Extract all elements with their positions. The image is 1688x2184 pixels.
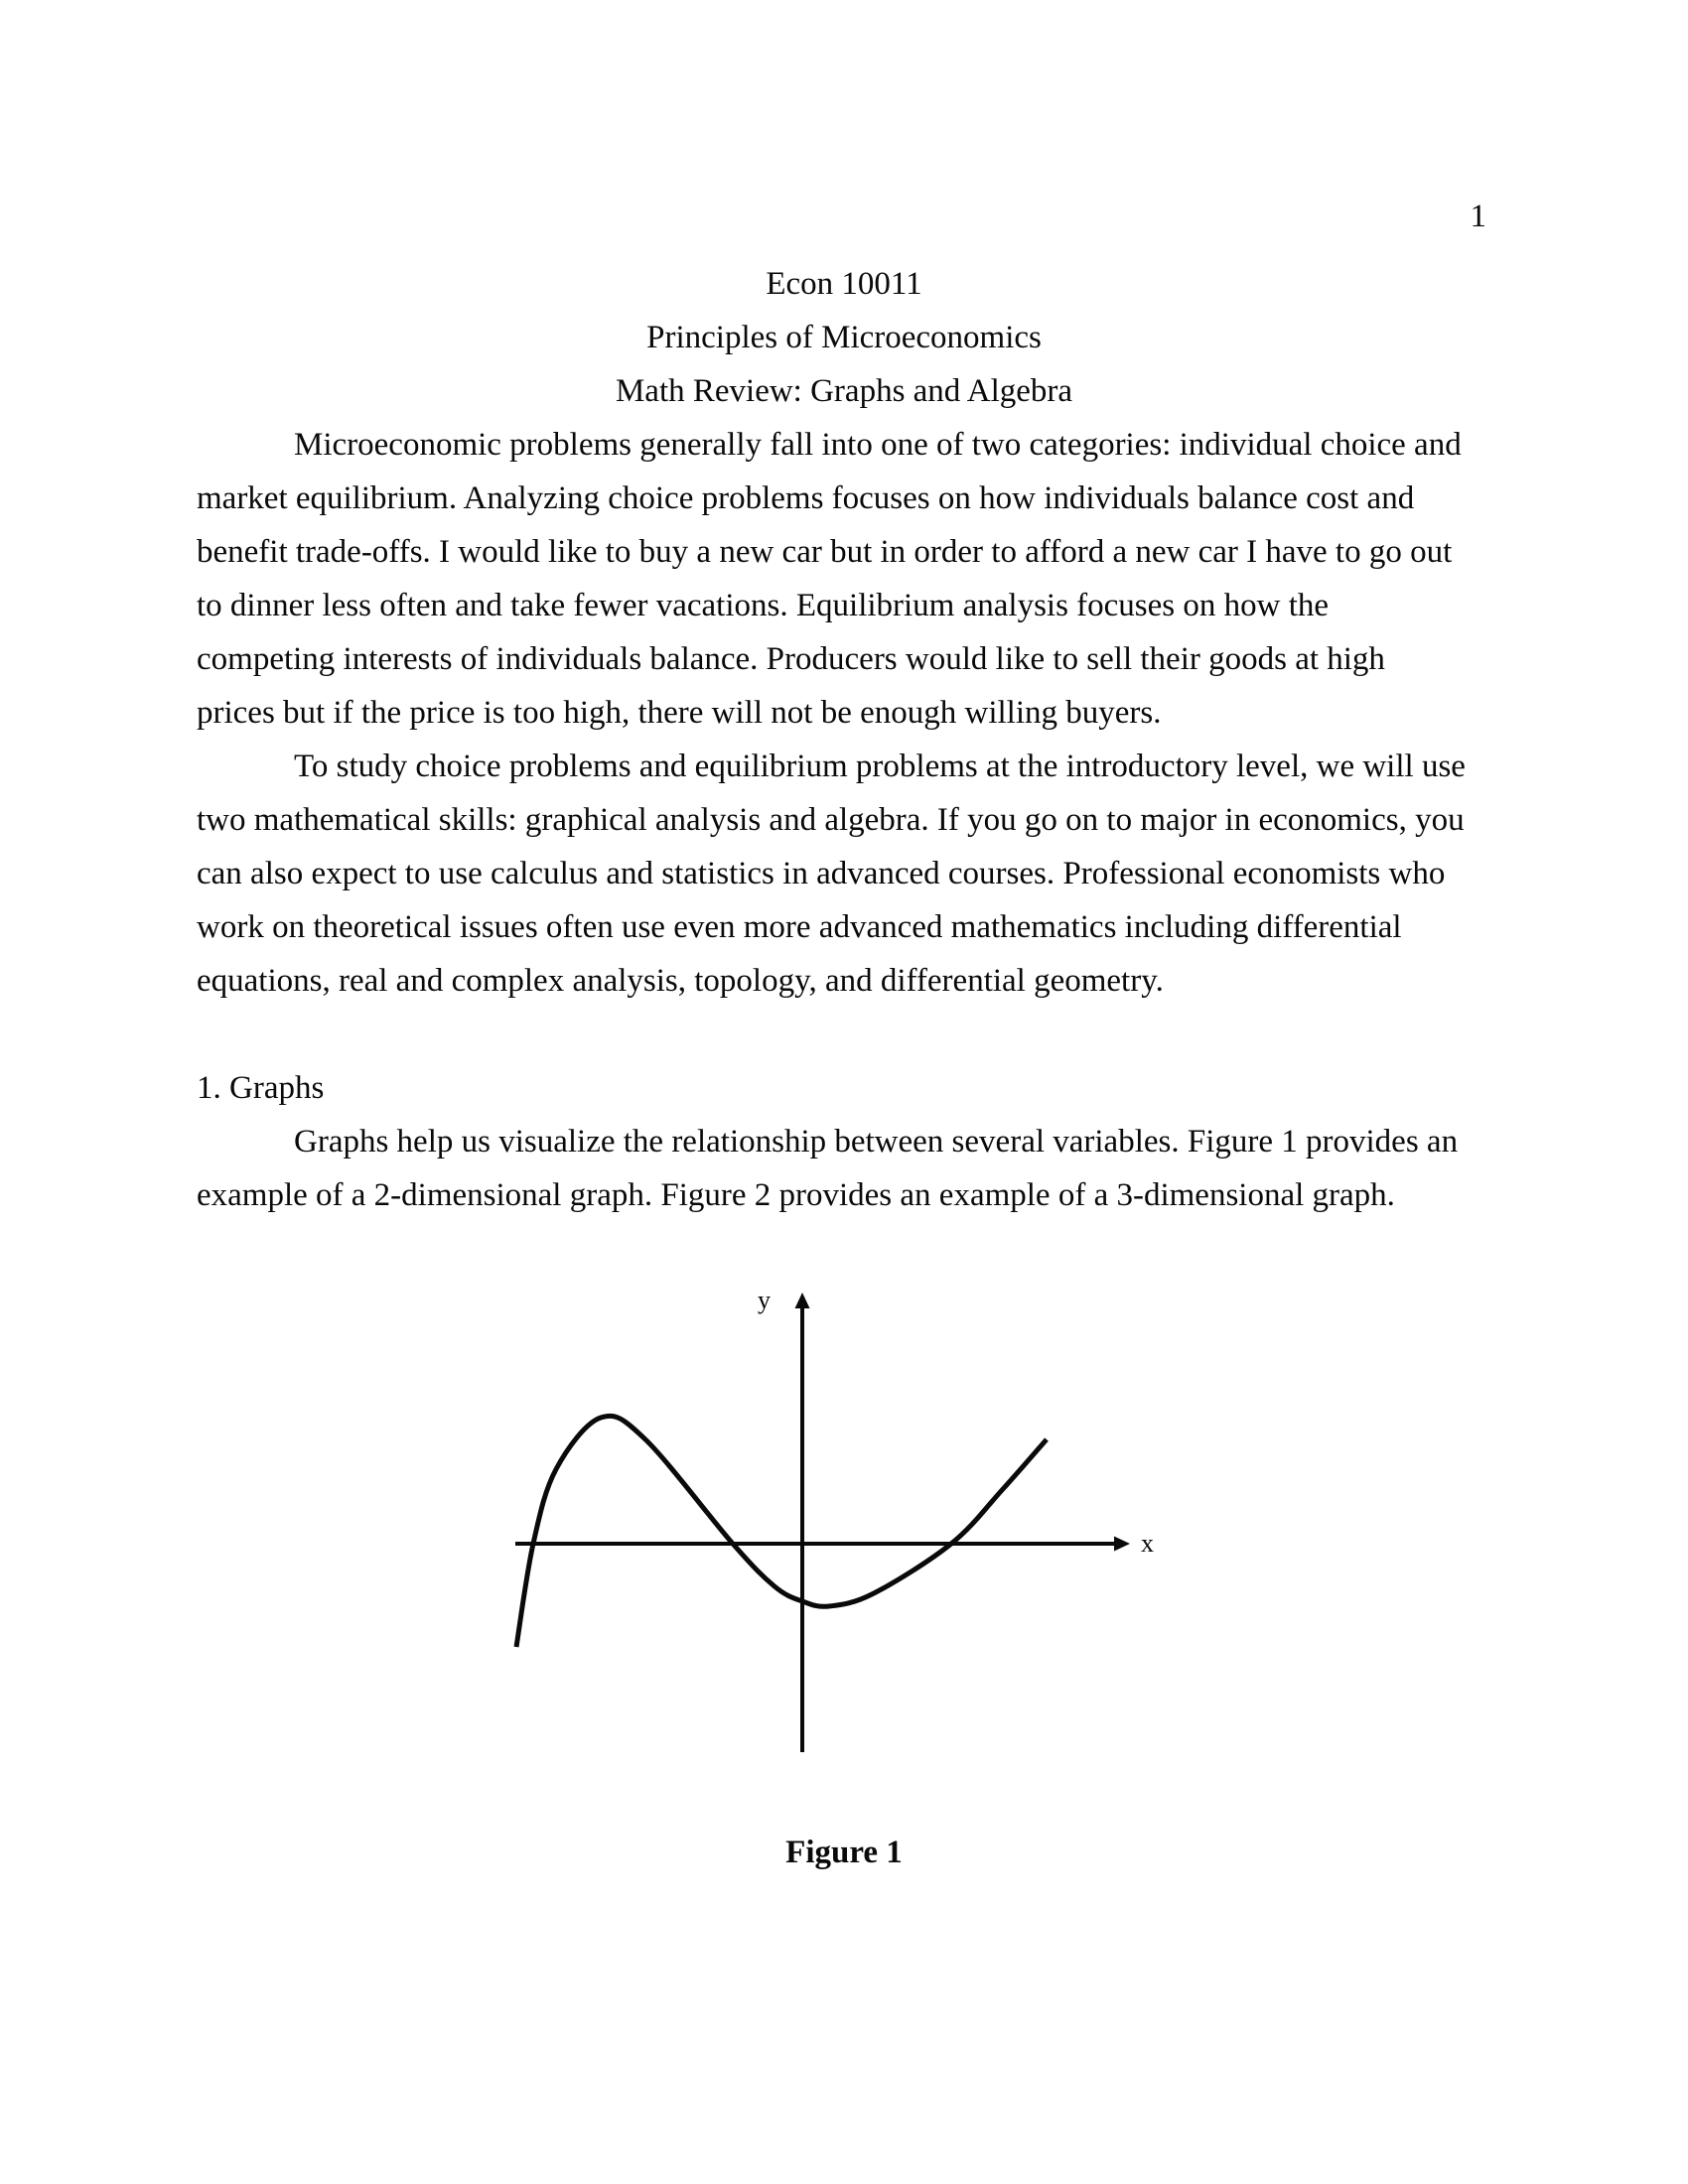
paragraph-line: prices but if the price is too high, there will not be enough willing buyers. xyxy=(197,695,1162,731)
paragraph-line: equations, real and complex analysis, topology, and differential geometry. xyxy=(197,963,1164,999)
paragraph-line: example of a 2-dimensional graph. Figure 2 provides an example of a 3-dimensional graph. xyxy=(197,1177,1395,1213)
figure-caption: Figure 1 xyxy=(785,1835,903,1870)
document-subtitle: Math Review: Graphs and Algebra xyxy=(615,373,1073,409)
x-axis-arrow-icon xyxy=(1114,1537,1130,1552)
function-curve xyxy=(516,1416,1047,1647)
course-title: Econ 10011 xyxy=(766,266,922,302)
paragraph-line: to dinner less often and take fewer vacations. Equilibrium analysis focuses on how the xyxy=(197,588,1330,623)
paragraph-line: work on theoretical issues often use even more advanced mathematics including differential xyxy=(197,909,1402,945)
y-axis-arrow-icon xyxy=(795,1293,810,1308)
y-axis-label: y xyxy=(758,1286,771,1314)
paragraph-line: Microeconomic problems generally fall into one of two categories: individual choice and xyxy=(294,427,1462,463)
document-title: Principles of Microeconomics xyxy=(646,320,1042,355)
paragraph-line: To study choice problems and equilibrium problems at the introductory level, we will use xyxy=(294,749,1466,784)
paragraph-line: two mathematical skills: graphical analysis and algebra. If you go on to major in economics, you xyxy=(197,802,1465,838)
paragraph-line: benefit trade-offs. I would like to buy a new car but in order to afford a new car I have to go out xyxy=(197,534,1453,570)
paragraph-line: can also expect to use calculus and statistics in advanced courses. Professional economists who xyxy=(197,856,1446,891)
paragraph-line: market equilibrium. Analyzing choice problems focuses on how individuals balance cost and xyxy=(197,480,1415,516)
x-axis-label: x xyxy=(1141,1529,1154,1558)
section-heading: 1. Graphs xyxy=(197,1070,325,1106)
paragraph-line: Graphs help us visualize the relationship between several variables. Figure 1 provides an xyxy=(294,1124,1459,1160)
page-number: 1 xyxy=(1470,199,1486,234)
paragraph-line: competing interests of individuals balance. Producers would like to sell their goods at high xyxy=(197,641,1385,677)
